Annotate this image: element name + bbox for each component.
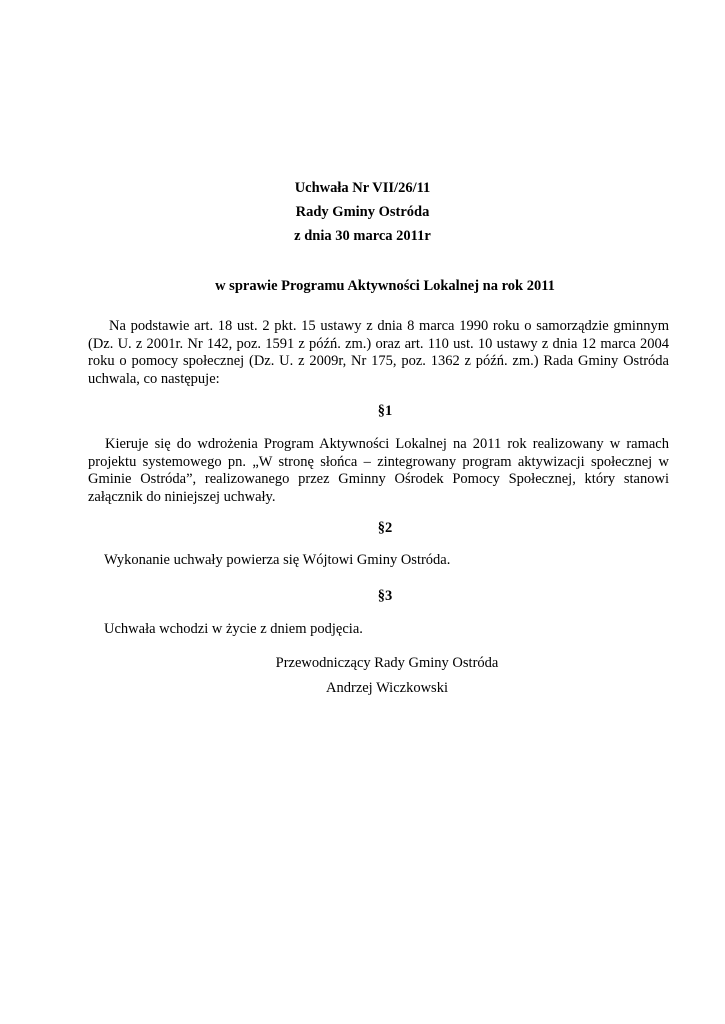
section-text-3: Uchwała wchodzi w życie z dniem podjęcia. — [104, 621, 363, 637]
section-mark-2: §2 — [377, 520, 393, 536]
section-mark-1: §1 — [377, 403, 393, 419]
resolution-number: Uchwała Nr VII/26/11 — [294, 180, 431, 196]
resolution-date: z dnia 30 marca 2011r — [294, 228, 431, 244]
section-mark-3: §3 — [377, 588, 393, 604]
resolution-subject: w sprawie Programu Aktywności Lokalnej na rok 2011 — [215, 278, 555, 294]
signature-title: Przewodniczący Rady Gminy Ostróda — [275, 655, 499, 671]
council-name: Rady Gminy Ostróda — [295, 204, 430, 220]
signature-name: Andrzej Wiczkowski — [326, 680, 448, 696]
section-text-1: Kieruje się do wdrożenia Program Aktywności Lokalnej na 2011 rok realizowany w ramach projektu systemowego pn. „W stronę słońca – zintegrowany program aktywizacji społecznej w Gminie Ostróda”, realizowanego przez Gminny Ośrodek Pomocy Społecznej, który stanowi załącznik do niniejszej uchwały. — [88, 436, 669, 505]
section-text-2: Wykonanie uchwały powierza się Wójtowi Gminy Ostróda. — [104, 552, 451, 568]
preamble-paragraph: Na podstawie art. 18 ust. 2 pkt. 15 ustawy z dnia 8 marca 1990 roku o samorządzie gminnym (Dz. U. z 2001r. Nr 142, poz. 1591 z późń. zm.) oraz art. 110 ust. 10 ustawy z dnia 12 marca 2004 roku o pomocy społecznej (Dz. U. z 2009r, Nr 175, poz. 1362 z późń. zm.) Rada Gminy Ostróda uchwala, co następuje: — [88, 318, 669, 387]
